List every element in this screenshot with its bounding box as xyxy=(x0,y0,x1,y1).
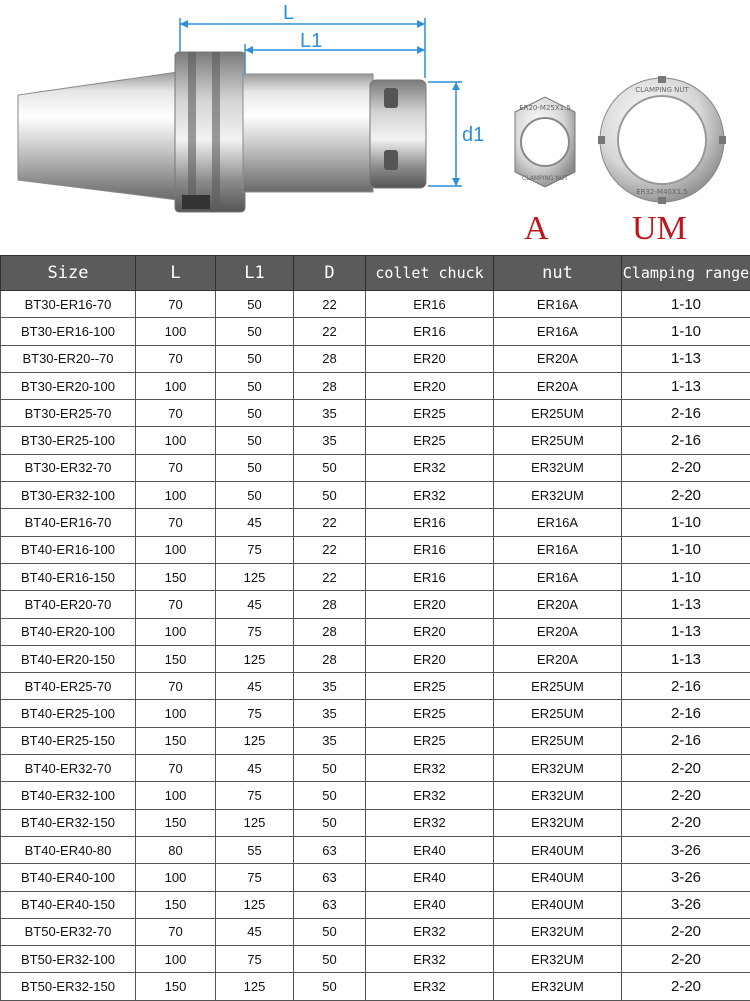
cell-l: 100 xyxy=(136,427,216,454)
body xyxy=(243,74,373,192)
header-l1: L1 xyxy=(216,256,294,291)
cell-l1: 45 xyxy=(216,591,294,618)
cell-size: BT30-ER25-70 xyxy=(1,400,136,427)
cell-l: 150 xyxy=(136,645,216,672)
cell-nut: ER32UM xyxy=(494,454,622,481)
cell-nut: ER25UM xyxy=(494,427,622,454)
cell-collet-chuck: ER20 xyxy=(366,618,494,645)
cell-collet-chuck: ER32 xyxy=(366,809,494,836)
cell-collet-chuck: ER32 xyxy=(366,973,494,1000)
cell-d: 50 xyxy=(294,946,366,973)
cell-collet-chuck: ER16 xyxy=(366,509,494,536)
cell-nut: ER40UM xyxy=(494,836,622,863)
cell-size: BT40-ER25-150 xyxy=(1,727,136,754)
table-row xyxy=(1,591,750,618)
cell-l: 150 xyxy=(136,891,216,918)
table-row xyxy=(1,973,750,1000)
cell-d: 22 xyxy=(294,536,366,563)
cell-collet-chuck: ER32 xyxy=(366,946,494,973)
cell-l: 150 xyxy=(136,973,216,1000)
cell-clamping-range: 2-20 xyxy=(622,946,750,973)
cell-l1: 75 xyxy=(216,782,294,809)
cell-nut: ER25UM xyxy=(494,727,622,754)
cell-d: 50 xyxy=(294,454,366,481)
cell-nut: ER20A xyxy=(494,618,622,645)
cell-size: BT40-ER40-100 xyxy=(1,864,136,891)
cell-l1: 45 xyxy=(216,509,294,536)
table-row xyxy=(1,782,750,809)
cell-nut: ER32UM xyxy=(494,918,622,945)
table-row xyxy=(1,673,750,700)
table-row xyxy=(1,755,750,782)
cell-d: 22 xyxy=(294,563,366,590)
cell-d: 22 xyxy=(294,318,366,345)
cell-nut: ER16A xyxy=(494,509,622,536)
cell-l1: 50 xyxy=(216,400,294,427)
cell-l: 70 xyxy=(136,591,216,618)
cell-size: BT40-ER25-70 xyxy=(1,673,136,700)
cell-d: 50 xyxy=(294,918,366,945)
cell-d: 35 xyxy=(294,673,366,700)
dimension-l1-label: L1 xyxy=(300,30,322,53)
cell-nut: ER40UM xyxy=(494,891,622,918)
cell-l1: 125 xyxy=(216,973,294,1000)
cell-d: 50 xyxy=(294,482,366,509)
cell-l1: 75 xyxy=(216,864,294,891)
cell-l1: 125 xyxy=(216,891,294,918)
cell-nut: ER16A xyxy=(494,536,622,563)
cell-d: 22 xyxy=(294,509,366,536)
nut-a-engraving-2: CLAMPING NUT xyxy=(522,175,568,182)
cell-l1: 50 xyxy=(216,427,294,454)
cell-collet-chuck: ER25 xyxy=(366,673,494,700)
table-row xyxy=(1,700,750,727)
header-nut: nut xyxy=(494,256,622,291)
cell-clamping-range: 1-10 xyxy=(622,318,750,345)
header-collet-chuck: collet chuck xyxy=(366,256,494,291)
cell-size: BT40-ER25-100 xyxy=(1,700,136,727)
cell-collet-chuck: ER20 xyxy=(366,591,494,618)
cell-l1: 55 xyxy=(216,836,294,863)
cell-clamping-range: 2-16 xyxy=(622,400,750,427)
cell-nut: ER25UM xyxy=(494,700,622,727)
taper-shank xyxy=(18,72,178,200)
cell-clamping-range: 3-26 xyxy=(622,864,750,891)
cell-l: 80 xyxy=(136,836,216,863)
cell-size: BT30-ER20--70 xyxy=(1,345,136,372)
cell-l: 100 xyxy=(136,782,216,809)
cell-size: BT30-ER20-100 xyxy=(1,372,136,399)
cell-nut: ER20A xyxy=(494,372,622,399)
cell-collet-chuck: ER25 xyxy=(366,700,494,727)
spec-table xyxy=(0,255,750,1001)
cell-l: 70 xyxy=(136,755,216,782)
cell-size: BT30-ER25-100 xyxy=(1,427,136,454)
table-header-row xyxy=(1,256,750,291)
table-row xyxy=(1,946,750,973)
cell-collet-chuck: ER40 xyxy=(366,836,494,863)
cell-collet-chuck: ER20 xyxy=(366,345,494,372)
cell-d: 28 xyxy=(294,618,366,645)
cell-l1: 125 xyxy=(216,809,294,836)
cell-l: 100 xyxy=(136,536,216,563)
cell-d: 35 xyxy=(294,727,366,754)
table-row xyxy=(1,918,750,945)
table-row xyxy=(1,809,750,836)
cell-l1: 125 xyxy=(216,563,294,590)
cell-size: BT30-ER32-70 xyxy=(1,454,136,481)
dimension-l-label: L xyxy=(283,2,294,25)
cell-l: 100 xyxy=(136,372,216,399)
cell-size: BT50-ER32-70 xyxy=(1,918,136,945)
cell-clamping-range: 2-16 xyxy=(622,427,750,454)
table-row xyxy=(1,400,750,427)
cell-l: 70 xyxy=(136,454,216,481)
cell-clamping-range: 1-10 xyxy=(622,509,750,536)
cell-nut: ER16A xyxy=(494,291,622,318)
nut-a-engraving: ER20-M25X1.5 xyxy=(519,104,571,112)
table-row xyxy=(1,509,750,536)
cell-size: BT40-ER32-100 xyxy=(1,782,136,809)
dimension-d1-label: d1 xyxy=(462,124,484,147)
table-row xyxy=(1,454,750,481)
cell-clamping-range: 1-10 xyxy=(622,536,750,563)
table-row xyxy=(1,618,750,645)
cell-clamping-range: 3-26 xyxy=(622,891,750,918)
cell-nut: ER32UM xyxy=(494,809,622,836)
cell-nut: ER20A xyxy=(494,345,622,372)
cell-nut: ER32UM xyxy=(494,482,622,509)
cell-d: 35 xyxy=(294,700,366,727)
table-row xyxy=(1,563,750,590)
nut-um-engraving: ER32-M40X1.5 xyxy=(636,188,688,196)
cell-d: 28 xyxy=(294,591,366,618)
cell-clamping-range: 2-20 xyxy=(622,973,750,1000)
cell-collet-chuck: ER25 xyxy=(366,727,494,754)
cell-clamping-range: 2-16 xyxy=(622,727,750,754)
cell-size: BT30-ER16-70 xyxy=(1,291,136,318)
cell-clamping-range: 2-20 xyxy=(622,454,750,481)
cell-nut: ER32UM xyxy=(494,782,622,809)
cell-d: 35 xyxy=(294,427,366,454)
cell-l: 100 xyxy=(136,618,216,645)
cell-l: 100 xyxy=(136,864,216,891)
cell-clamping-range: 2-16 xyxy=(622,700,750,727)
cell-l1: 75 xyxy=(216,618,294,645)
cell-l1: 75 xyxy=(216,946,294,973)
cell-clamping-range: 2-20 xyxy=(622,918,750,945)
cell-size: BT40-ER20-100 xyxy=(1,618,136,645)
cell-l1: 50 xyxy=(216,318,294,345)
table-row xyxy=(1,727,750,754)
cell-clamping-range: 1-13 xyxy=(622,645,750,672)
nut-um-label: UM xyxy=(632,210,687,248)
cell-collet-chuck: ER16 xyxy=(366,563,494,590)
cell-nut: ER32UM xyxy=(494,973,622,1000)
cell-collet-chuck: ER20 xyxy=(366,645,494,672)
cell-size: BT50-ER32-100 xyxy=(1,946,136,973)
cell-clamping-range: 1-13 xyxy=(622,372,750,399)
cell-nut: ER32UM xyxy=(494,755,622,782)
product-diagram xyxy=(0,0,750,255)
cell-collet-chuck: ER40 xyxy=(366,864,494,891)
cell-collet-chuck: ER16 xyxy=(366,318,494,345)
cell-nut: ER40UM xyxy=(494,864,622,891)
table-row xyxy=(1,836,750,863)
cell-clamping-range: 3-26 xyxy=(622,836,750,863)
cell-size: BT40-ER16-150 xyxy=(1,563,136,590)
nut-a-label: A xyxy=(524,210,549,248)
cell-clamping-range: 2-20 xyxy=(622,809,750,836)
table-row xyxy=(1,864,750,891)
cell-collet-chuck: ER16 xyxy=(366,291,494,318)
cell-collet-chuck: ER20 xyxy=(366,372,494,399)
cell-l: 70 xyxy=(136,509,216,536)
cell-d: 50 xyxy=(294,973,366,1000)
cell-collet-chuck: ER32 xyxy=(366,755,494,782)
table-row xyxy=(1,372,750,399)
cell-size: BT40-ER20-150 xyxy=(1,645,136,672)
table-body xyxy=(1,291,750,1001)
table-row xyxy=(1,318,750,345)
cell-collet-chuck: ER40 xyxy=(366,891,494,918)
cell-l: 70 xyxy=(136,673,216,700)
table-row xyxy=(1,482,750,509)
cell-clamping-range: 1-10 xyxy=(622,563,750,590)
cell-d: 50 xyxy=(294,782,366,809)
cell-d: 35 xyxy=(294,400,366,427)
cell-clamping-range: 1-13 xyxy=(622,591,750,618)
cell-d: 28 xyxy=(294,645,366,672)
cell-size: BT30-ER16-100 xyxy=(1,318,136,345)
cell-l1: 50 xyxy=(216,372,294,399)
cell-nut: ER20A xyxy=(494,591,622,618)
cell-collet-chuck: ER32 xyxy=(366,454,494,481)
cell-nut: ER32UM xyxy=(494,946,622,973)
cell-size: BT40-ER16-100 xyxy=(1,536,136,563)
table-row xyxy=(1,345,750,372)
table-row xyxy=(1,427,750,454)
cell-l1: 50 xyxy=(216,291,294,318)
cell-l1: 45 xyxy=(216,755,294,782)
cell-size: BT40-ER32-150 xyxy=(1,809,136,836)
cell-d: 28 xyxy=(294,372,366,399)
cell-d: 28 xyxy=(294,345,366,372)
table-row xyxy=(1,291,750,318)
cell-clamping-range: 2-20 xyxy=(622,782,750,809)
cell-collet-chuck: ER32 xyxy=(366,918,494,945)
cell-l1: 50 xyxy=(216,454,294,481)
cell-l: 150 xyxy=(136,809,216,836)
cell-size: BT40-ER32-70 xyxy=(1,755,136,782)
table-row xyxy=(1,645,750,672)
cell-l1: 50 xyxy=(216,482,294,509)
cell-l: 150 xyxy=(136,563,216,590)
cell-l: 100 xyxy=(136,946,216,973)
cell-size: BT40-ER16-70 xyxy=(1,509,136,536)
cell-clamping-range: 1-13 xyxy=(622,618,750,645)
cell-collet-chuck: ER25 xyxy=(366,427,494,454)
cell-l: 150 xyxy=(136,727,216,754)
cell-l: 100 xyxy=(136,318,216,345)
cell-l1: 50 xyxy=(216,345,294,372)
header-d: D xyxy=(294,256,366,291)
cell-nut: ER25UM xyxy=(494,673,622,700)
cell-l1: 45 xyxy=(216,918,294,945)
cell-clamping-range: 2-20 xyxy=(622,482,750,509)
header-size: Size xyxy=(1,256,136,291)
cell-l: 100 xyxy=(136,482,216,509)
cell-size: BT40-ER40-150 xyxy=(1,891,136,918)
table-row xyxy=(1,891,750,918)
cell-d: 63 xyxy=(294,891,366,918)
cell-l: 70 xyxy=(136,291,216,318)
cell-nut: ER16A xyxy=(494,563,622,590)
cell-clamping-range: 1-10 xyxy=(622,291,750,318)
cell-nut: ER25UM xyxy=(494,400,622,427)
cell-size: BT30-ER32-100 xyxy=(1,482,136,509)
cell-size: BT40-ER20-70 xyxy=(1,591,136,618)
cell-l: 70 xyxy=(136,400,216,427)
cell-size: BT40-ER40-80 xyxy=(1,836,136,863)
header-l: L xyxy=(136,256,216,291)
flange xyxy=(175,52,245,212)
cell-l1: 125 xyxy=(216,727,294,754)
cell-clamping-range: 2-20 xyxy=(622,755,750,782)
cell-l1: 75 xyxy=(216,536,294,563)
cell-collet-chuck: ER25 xyxy=(366,400,494,427)
header-clamping-range: Clamping range xyxy=(622,256,750,291)
cell-l: 100 xyxy=(136,700,216,727)
cell-d: 22 xyxy=(294,291,366,318)
cell-collet-chuck: ER32 xyxy=(366,782,494,809)
cell-l1: 75 xyxy=(216,700,294,727)
cell-d: 50 xyxy=(294,755,366,782)
cell-size: BT50-ER32-150 xyxy=(1,973,136,1000)
cell-nut: ER20A xyxy=(494,645,622,672)
nut-um-engraving-2: CLAMPING NUT xyxy=(635,86,689,94)
cell-l1: 45 xyxy=(216,673,294,700)
cell-collet-chuck: ER16 xyxy=(366,536,494,563)
cell-clamping-range: 1-13 xyxy=(622,345,750,372)
cell-l: 70 xyxy=(136,345,216,372)
cell-clamping-range: 2-16 xyxy=(622,673,750,700)
cell-nut: ER16A xyxy=(494,318,622,345)
cell-d: 50 xyxy=(294,809,366,836)
cell-collet-chuck: ER32 xyxy=(366,482,494,509)
cell-l: 70 xyxy=(136,918,216,945)
cell-l1: 125 xyxy=(216,645,294,672)
cell-d: 63 xyxy=(294,864,366,891)
cell-d: 63 xyxy=(294,836,366,863)
table-row xyxy=(1,536,750,563)
